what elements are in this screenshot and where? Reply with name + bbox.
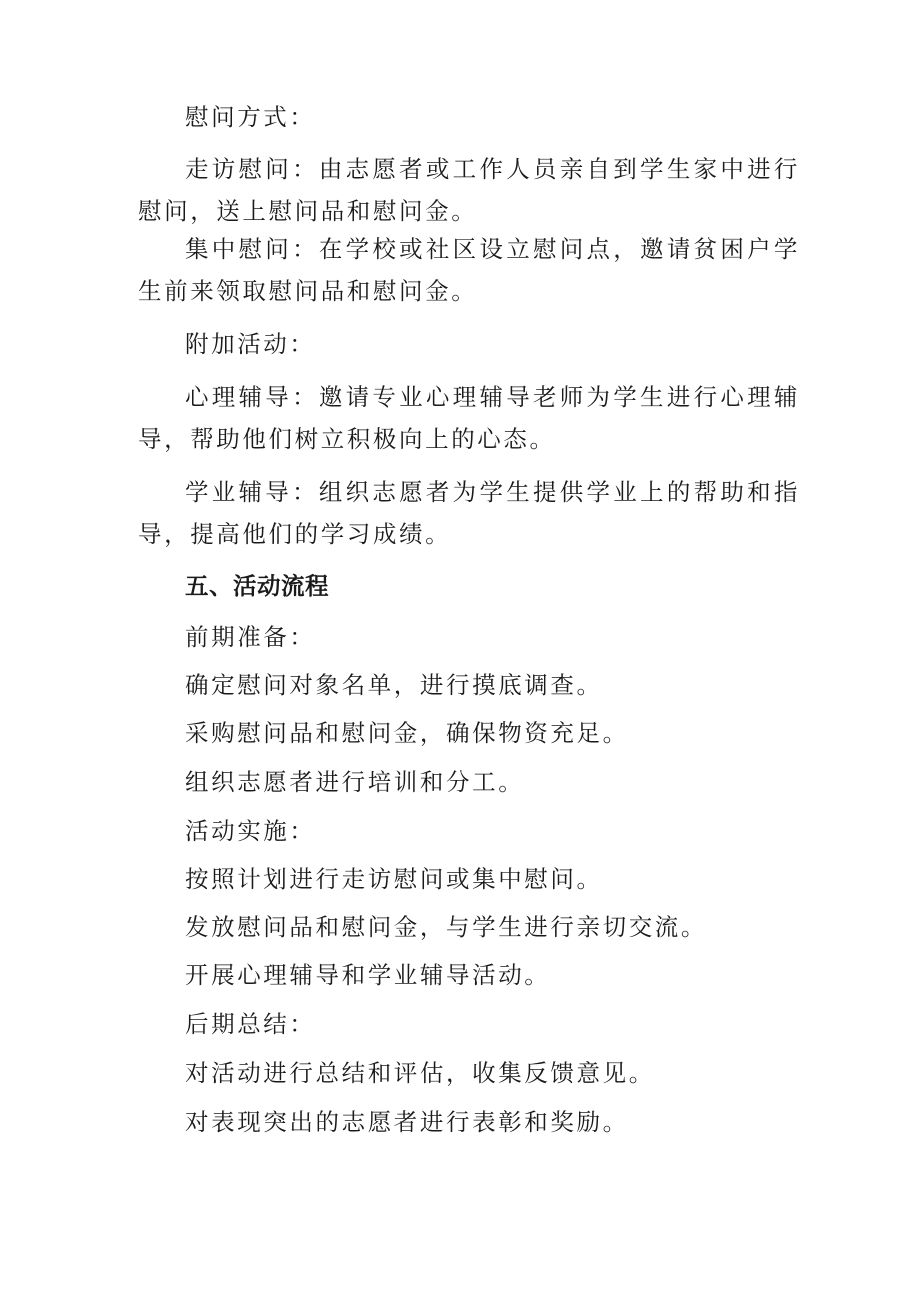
additional-title: 附加活动： <box>185 330 316 358</box>
summary-item: 对活动进行总结和评估，收集反馈意见。 <box>185 1059 655 1087</box>
preparation-title: 前期准备： <box>185 623 316 651</box>
methods-title: 慰问方式： <box>185 103 316 131</box>
activity-academic-tutoring: 学业辅导：组织志愿者为学生提供学业上的帮助和指导，提高他们的学习成绩。 <box>138 478 800 548</box>
process-heading: 五、活动流程 <box>185 572 329 600</box>
implementation-item: 发放慰问品和慰问金，与学生进行亲切交流。 <box>185 913 707 941</box>
activity-psych-counseling: 心理辅导：邀请专业心理辅导老师为学生进行心理辅导，帮助他们树立积极向上的心态。 <box>138 383 800 453</box>
summary-item: 对表现突出的志愿者进行表彰和奖励。 <box>185 1108 629 1136</box>
implementation-title: 活动实施： <box>185 817 316 845</box>
summary-title: 后期总结： <box>185 1010 316 1038</box>
preparation-item: 组织志愿者进行培训和分工。 <box>185 768 525 796</box>
preparation-item: 确定慰问对象名单，进行摸底调查。 <box>185 671 603 699</box>
implementation-item: 按照计划进行走访慰问或集中慰问。 <box>185 865 603 893</box>
preparation-item: 采购慰问品和慰问金，确保物资充足。 <box>185 719 629 747</box>
method-home-visit: 走访慰问：由志愿者或工作人员亲自到学生家中进行慰问，送上慰问品和慰问金。 <box>138 155 800 225</box>
implementation-item: 开展心理辅导和学业辅导活动。 <box>185 961 551 989</box>
method-centralized: 集中慰问：在学校或社区设立慰问点，邀请贫困户学生前来领取慰问品和慰问金。 <box>138 235 800 305</box>
